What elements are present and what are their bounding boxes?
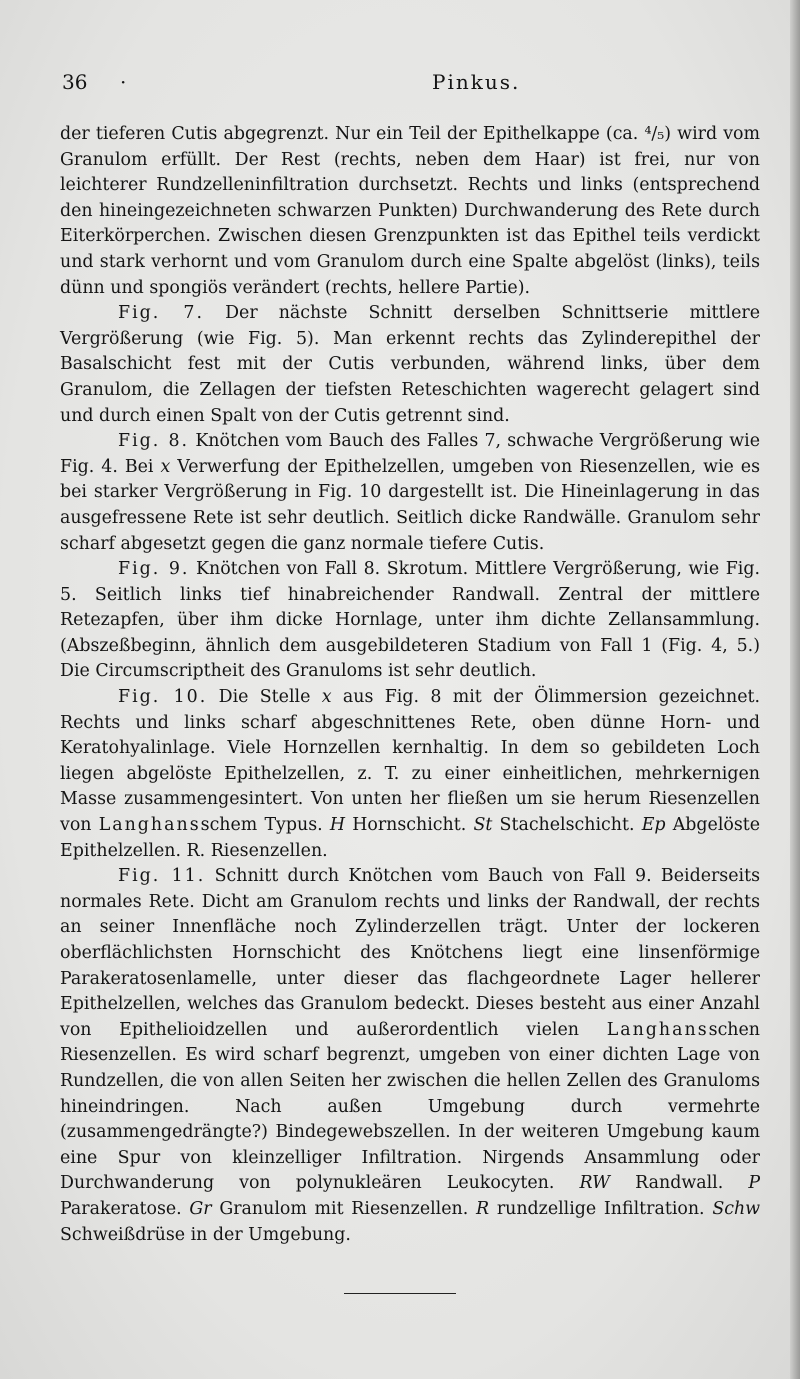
paragraph-text: Schnitt durch Knötchen vom Bauch von Fall 9. Beiderseits normales Rete. Dicht am Granulom rechts und links der Randwall, der rechts an seiner Innenfläche noch Zylinderzellen trägt. Unter der lockeren oberflächlichsten Hornschicht des Knötchens liegt eine linsenförmige Parakeratosenlamelle, unter dieser das flachgeordnete Lager hellerer Epithelzellen, welches das Granulom bedeckt. Dieses besteht aus einer Anzahl von Epithelioidzellen und außerordentlich vielen [60, 866, 760, 1040]
paragraph-text: Schweißdrüse in der Umgebung. [60, 1224, 351, 1245]
abbr-st: St [473, 815, 493, 836]
abbr-rw: RW [579, 1173, 611, 1194]
author-name-spaced: Langhans [98, 815, 201, 836]
abbr-gr: Gr [189, 1198, 212, 1219]
paragraph-continuation [60, 122, 760, 301]
paragraph-text: Randwall. [635, 1173, 724, 1194]
paragraph-text: Parakeratose. [60, 1198, 182, 1219]
paragraph-fig-11 [60, 864, 760, 1248]
paragraph-text: Knötchen vom Bauch des Falles 7, schwache Vergrößerung wie Fig. 4. Bei [60, 431, 760, 477]
paragraph-text: Stachelschicht. [499, 815, 635, 836]
paragraph-text: rundzellige Infiltration. [496, 1198, 705, 1219]
abbr-r: R [475, 1198, 490, 1219]
fig-label: Fig. 7. [118, 303, 204, 324]
fig-label: Fig. 10. [118, 687, 208, 708]
paragraph-text: Knötchen von Fall 8. Skrotum. Mittlere Vergrößerung, wie Fig. 5. Seitlich links tief hinabreichender Randwall. Zentral der mittlere Retezapfen, über ihm dicke Hornlage, unter ihm dichte Zellansammlung. (Abszeßbeginn, ähnlich dem ausgebildeteren Stadium von Fall 1 (Fig. 4, 5.) Die Circumscriptheit des Granuloms ist sehr deutlich. [60, 559, 760, 682]
paragraph-text: Hornschicht. [352, 815, 467, 836]
end-rule [344, 1293, 456, 1294]
paragraph-fig-9 [60, 557, 760, 685]
symbol-x: x [321, 687, 332, 708]
abbr-h: H [329, 815, 346, 836]
page-number: 36 [62, 70, 88, 94]
symbol-x: x [160, 456, 171, 477]
fig-label: Fig. 9. [118, 559, 190, 580]
abbr-schw: Schw [712, 1198, 761, 1219]
paragraph-fig-8 [60, 429, 760, 557]
paragraph-text: aus Fig. 8 mit der Ölimmersion gezeichnet. Rechts und links scharf abgeschnittenes Rete, oben dünne Horn- und Keratohyalinlage. Viele Hornzellen kernhaltig. In dem so gebildeten Loch liegen abgelöste Epithelzellen, z. T. zu einer einheitlichen, mehrkernigen Masse zusammengesintert. Von unten her fließen um sie herum Riesenzellen von [60, 687, 761, 836]
paragraph-text: Abgelöste Epithelzellen. R. Riesenzellen. [60, 815, 761, 861]
running-head: Pinkus. [432, 70, 521, 94]
paragraph-text: Verwerfung der Epithelzellen, umgeben von Riesenzellen, wie es bei starker Vergrößerung in Fig. 10 dargestellt ist. Die Hineinlagerung in das ausgefressene Rete ist sehr deutlich. Seitlich dicke Randwälle. Granulom sehr scharf abgesetzt gegen die ganz normale tiefere Cutis. [60, 456, 761, 554]
page-edge-shadow [790, 0, 800, 1379]
paragraph-fig-10 [60, 685, 760, 864]
fig-label: Fig. 11. [118, 866, 206, 887]
paragraph-text: der tieferen Cutis abgegrenzt. Nur ein Teil der Epithelkappe (ca. ⁴/₅) wird vom Granulom erfüllt. Der Rest (rechts, neben dem Haar) ist frei, nur von leichterer Rundzelleninfiltration durchsetzt. Rechts und links (entsprechend den hineingezeichneten schwarzen Punkten) Durchwanderung des Rete durch Eiterkörperchen. Zwischen diesen Grenzpunkten ist das Epithel teils verdickt und stark verhornt und vom Granulom durch eine Spalte abgelöst (links), teils dünn und spongiös verändert (rechts, hellere Partie). [60, 124, 760, 298]
paragraph-text: schen Riesenzellen. Es wird scharf begrenzt, umgeben von einer dichten Lage von Rundzellen, die von allen Seiten her zwischen die hellen Zellen des Granuloms hineindringen. Nach außen Umgebung durch vermehrte (zusammengedrängte?) Bindegewebszellen. In der weiteren Umgebung kaum eine Spur von kleinzelliger Infiltration. Nirgends Ansammlung oder Durchwanderung von polynukleären Leukocyten. [60, 1019, 760, 1194]
paragraph-fig-7 [60, 301, 760, 429]
paragraph-text: Die Stelle [218, 687, 311, 708]
header-dot: · [120, 70, 127, 94]
fig-label: Fig. 8. [118, 431, 190, 452]
abbr-ep: Ep [641, 815, 666, 836]
paragraph-text: Der nächste Schnitt derselben Schnittserie mittlere Vergrößerung (wie Fig. 5). Man erkennt rechts das Zylinderepithel der Basalschicht fest mit der Cutis verbunden, während links, über dem Granulom, die Zellagen der tiefsten Reteschichten wagerecht gelagert sind und durch einen Spalt von der Cutis getrennt sind. [60, 303, 760, 426]
paragraph-text: schem Typus. [200, 815, 323, 836]
page-header [62, 70, 762, 100]
abbr-p: P [748, 1173, 761, 1194]
author-name-spaced: Langhans [606, 1019, 709, 1040]
body-text [60, 122, 760, 1248]
paragraph-text: Granulom mit Riesenzellen. [219, 1198, 469, 1219]
